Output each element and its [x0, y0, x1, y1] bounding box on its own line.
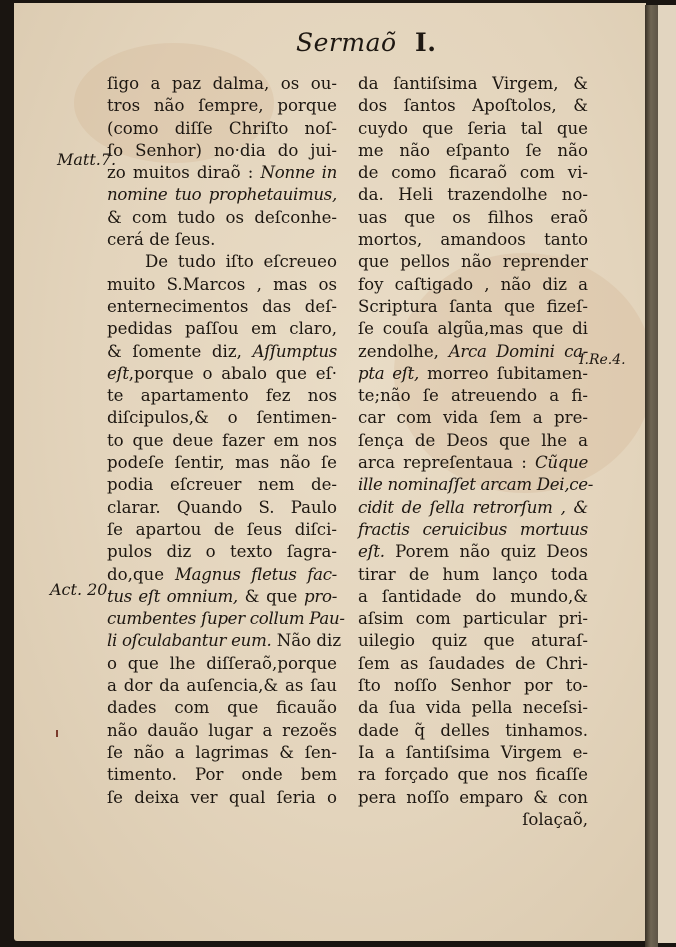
text-line	[107, 452, 337, 474]
text-line	[358, 73, 588, 95]
text-line	[107, 274, 337, 296]
text-span: Ia a ſantiſsima Virgem e-	[358, 742, 588, 762]
text-line	[107, 363, 337, 385]
text-line	[107, 630, 342, 652]
text-line	[107, 764, 337, 786]
text-line	[107, 407, 337, 429]
latin-quote: pro-	[304, 586, 337, 606]
text-span: me não eſpanto ſe não	[358, 140, 588, 160]
text-line	[358, 95, 588, 117]
text-line	[107, 341, 337, 363]
text-line	[107, 296, 337, 318]
text-span: ſe não a lagrimas & ſen-	[107, 742, 337, 762]
text-span: da ſua vida pella neceſsi-	[358, 698, 588, 718]
text-line	[107, 430, 337, 452]
text-span: mortos, amandoos tanto	[358, 230, 588, 250]
text-line	[107, 787, 337, 809]
text-line	[107, 608, 345, 630]
text-line	[358, 407, 588, 429]
text-line	[358, 697, 588, 719]
text-span: & com tudo os deſconhe-	[107, 207, 337, 227]
text-span: Porem não quiz Deos	[384, 542, 588, 562]
text-line	[107, 564, 337, 586]
text-line	[358, 296, 588, 318]
text-span: te;não ſe atreuendo a fi-	[358, 386, 588, 406]
text-span: diſcipulos,& o ſentimen-	[107, 408, 337, 428]
running-header	[296, 28, 436, 57]
text-line	[107, 162, 337, 184]
text-span: morreo ſubitamen-	[418, 363, 588, 383]
margin-note-re: I.Re.4.	[579, 352, 626, 368]
text-span: não dauão lugar a rezoẽs	[107, 720, 337, 740]
text-line	[358, 630, 588, 652]
latin-quote: ille nominaſſet arcam Dei,ce-	[358, 475, 594, 495]
text-line	[358, 318, 588, 340]
text-line	[107, 95, 337, 117]
text-span: tros não ſempre, porque	[107, 96, 337, 116]
text-line	[107, 140, 337, 162]
text-span: te apartamento fez nos	[107, 386, 337, 406]
text-span: de como ficaraõ com vi-	[358, 163, 588, 183]
text-line	[358, 519, 588, 541]
text-span: ſem as ſaudades de Chri-	[358, 653, 588, 673]
text-span: podia eſcreuer nem de-	[107, 475, 337, 495]
margin-note-matt: Matt.7.	[57, 150, 117, 169]
text-span: dades com que ficauão	[107, 698, 337, 718]
text-line	[358, 764, 588, 786]
latin-quote: tus eſt omnium,	[107, 586, 238, 606]
text-span: tirar de hum lanço toda	[358, 564, 588, 584]
text-line	[358, 363, 588, 385]
text-line	[107, 474, 337, 496]
latin-quote: eſt	[107, 363, 129, 383]
text-line	[107, 697, 337, 719]
running-title: Sermaõ	[296, 28, 397, 57]
text-line	[358, 742, 588, 764]
page-gutter	[645, 5, 658, 947]
text-line	[358, 675, 588, 697]
latin-quote: fractis ceruicibus mortuus	[358, 519, 588, 539]
latin-quote: Arca Domini ca-	[448, 341, 588, 361]
text-line	[358, 474, 594, 496]
text-line	[107, 251, 337, 273]
text-span: ſo Senhor) no·dia do jui-	[107, 140, 337, 160]
text-line	[107, 318, 337, 340]
text-line	[358, 564, 588, 586]
text-span: arca repreſentaua :	[358, 453, 535, 473]
text-span: to que deue fazer em nos	[107, 430, 337, 450]
latin-quote: Nonne in	[260, 163, 337, 183]
text-line	[358, 541, 588, 563]
text-line	[358, 341, 588, 363]
latin-quote: cidit de ſella retrorſum , &	[358, 497, 588, 517]
text-span: que pellos não reprender	[358, 252, 588, 272]
latin-quote: nomine tuo prophetauimus,	[107, 185, 337, 205]
text-span: Não diz	[271, 631, 342, 651]
latin-quote: eſt.	[358, 542, 385, 562]
text-line	[107, 73, 337, 95]
text-span: ,porque o abalo que eſ·	[128, 363, 337, 383]
text-span: dos ſantos Apoſtolos, &	[358, 96, 588, 116]
text-line	[107, 541, 337, 563]
latin-quote: Aſſumptus	[252, 341, 337, 361]
text-span: (como diſſe Chriſto noſ-	[107, 118, 337, 138]
left-text-column	[107, 73, 345, 809]
text-span: De tudo iſto eſcreueo	[145, 252, 337, 272]
text-line	[107, 720, 337, 742]
text-line	[358, 385, 588, 407]
text-span: pera noſſo emparo & con	[358, 787, 588, 807]
text-span: clarar. Quando S. Paulo	[107, 497, 337, 517]
latin-quote: pta eſt,	[358, 363, 419, 383]
text-line	[358, 162, 588, 184]
text-span: ſolaçaõ,	[522, 809, 588, 829]
text-span: ſe deixa ver qual ſeria o	[107, 787, 337, 807]
text-line	[107, 653, 337, 675]
text-span: ſe couſa algũa,mas que di	[358, 319, 588, 339]
latin-quote: li oſculabantur eum.	[107, 631, 272, 651]
text-span: da ſantiſsima Virgem, &	[358, 74, 588, 93]
text-span: cuydo que ſeria tal que	[358, 118, 588, 138]
latin-quote: cumbentes ſuper collum Pau-	[107, 609, 345, 629]
text-line	[358, 653, 588, 675]
text-span: o que lhe diſſeraõ,porque	[107, 653, 337, 673]
sermon-number: I.	[415, 28, 437, 57]
text-span: & ſomente diz,	[107, 341, 253, 361]
text-line	[358, 586, 588, 608]
text-line	[358, 787, 588, 809]
text-span: do,que	[107, 564, 175, 584]
text-span: muito S.Marcos , mas os	[107, 274, 337, 294]
text-span: pedidas paſſou em claro,	[107, 319, 337, 339]
text-span: zo muitos diraõ :	[107, 163, 261, 183]
text-line	[358, 140, 588, 162]
text-span: aſsim com particular pri-	[358, 609, 588, 629]
text-line	[107, 385, 337, 407]
text-line	[107, 207, 337, 229]
text-line	[107, 586, 337, 608]
text-span: enternecimentos das deſ-	[107, 296, 337, 316]
text-span: a dor da auſencia,& as ſau	[107, 676, 337, 696]
text-span: timento. Por onde bem	[107, 765, 337, 785]
text-span: ra forçado que nos ficaſſe	[358, 765, 588, 785]
ink-mark	[56, 730, 58, 737]
text-span: uilegio quiz que aturaſ-	[358, 631, 588, 651]
text-line	[358, 430, 588, 452]
text-line	[107, 497, 337, 519]
latin-quote: Cũque	[534, 453, 588, 473]
text-line	[358, 720, 588, 742]
text-span: ſe apartou de ſeus diſci-	[107, 519, 337, 539]
text-line	[358, 118, 588, 140]
text-span: Scriptura ſanta que fizeſ-	[358, 296, 588, 316]
text-line	[358, 274, 588, 296]
text-span: zendolhe,	[358, 341, 449, 361]
text-line	[107, 519, 337, 541]
text-line	[107, 184, 337, 206]
text-span: cerá de ſeus.	[107, 230, 216, 250]
text-span: da. Heli trazendolhe no-	[358, 185, 588, 205]
right-text-column	[358, 73, 594, 831]
text-span: & que	[237, 586, 305, 606]
text-line	[107, 118, 337, 140]
text-span: podeſe ſentir, mas não ſe	[107, 453, 337, 473]
text-line	[358, 229, 588, 251]
margin-note-act: Act. 20.	[50, 580, 113, 599]
text-span: a ſantidade do mundo,&	[358, 586, 588, 606]
text-line	[358, 497, 588, 519]
text-span: ſto noſſo Senhor por to-	[358, 676, 588, 696]
text-line	[358, 207, 588, 229]
text-span: car com vida ſem a pre-	[358, 408, 588, 428]
latin-quote: Magnus fletus fac-	[174, 564, 337, 584]
text-line	[358, 184, 588, 206]
text-span: pulos diz o texto ſagra-	[107, 542, 337, 562]
text-span: foy caſtigado , não diz a	[358, 274, 588, 294]
text-line	[107, 742, 337, 764]
text-line	[107, 675, 337, 697]
text-line	[358, 809, 588, 831]
text-span: ſigo a paz dalma, os ou-	[107, 74, 337, 93]
text-span: ſença de Deos que lhe a	[358, 430, 588, 450]
text-line	[107, 229, 337, 251]
text-span: dade q̃ delles tinhamos.	[358, 720, 588, 740]
text-line	[358, 452, 588, 474]
text-span: uas que os filhos eraõ	[358, 207, 588, 227]
text-line	[358, 251, 588, 273]
next-page-edge	[658, 5, 676, 943]
text-line	[358, 608, 588, 630]
